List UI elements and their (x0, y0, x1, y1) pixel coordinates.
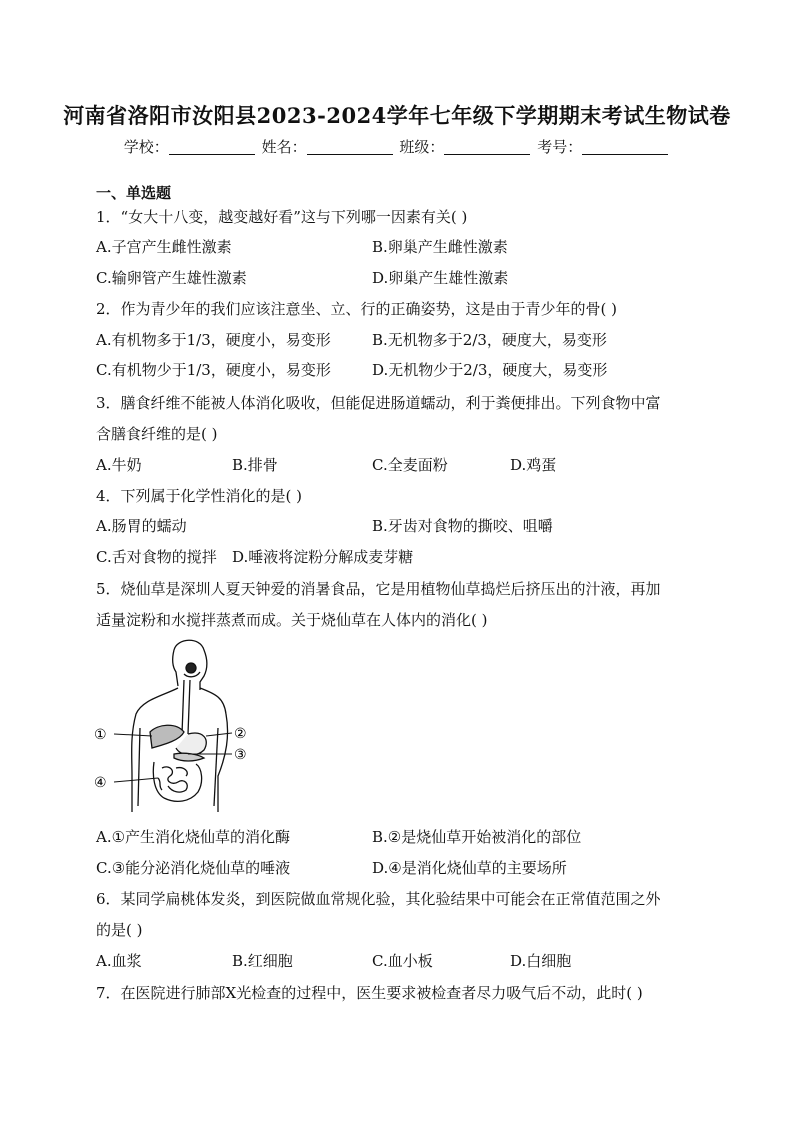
question-6-stem-cont: 的是( ) (96, 921, 143, 939)
page-title: 河南省洛阳市汝阳县2023-2024学年七年级下学期期末考试生物试卷 (63, 103, 731, 128)
question-6-option-d[interactable]: D.白细胞 (510, 952, 572, 970)
question-5-option-d[interactable]: D.④是消化烧仙草的主要场所 (372, 859, 567, 877)
question-2-stem: 2．作为青少年的我们应该注意坐、立、行的正确姿势，这是由于青少年的骨( ) (96, 300, 618, 318)
question-2-option-a[interactable]: A.有机物多于1/3，硬度小，易变形 (96, 331, 331, 349)
question-6-option-a[interactable]: A.血浆 (96, 952, 142, 970)
question-5-stem-cont: 适量淀粉和水搅拌蒸煮而成。关于烧仙草在人体内的消化( ) (96, 611, 488, 629)
question-1-option-b[interactable]: B.卵巢产生雌性激素 (372, 238, 508, 256)
question-6-option-c[interactable]: C.血小板 (372, 952, 433, 970)
figure-label-3: ③ (234, 747, 247, 763)
name-label: 姓名： (261, 138, 307, 156)
question-3-stem: 3．膳食纤维不能被人体消化吸收，但能促进肠道蠕动，利于粪便排出。下列食物中富 (96, 394, 661, 412)
section-heading: 一、单选题 (96, 184, 172, 202)
question-6-stem: 6．某同学扁桃体发炎，到医院做血常规化验，其化验结果中可能会在正常值范围之外 (96, 890, 661, 908)
exam-number-blank[interactable] (582, 140, 668, 155)
question-5-option-a[interactable]: A.①产生消化烧仙草的消化酶 (96, 828, 291, 846)
question-4-option-c[interactable]: C.舌对食物的搅拌 (96, 548, 217, 566)
student-info-line (0, 136, 794, 157)
question-3-stem-cont: 含膳食纤维的是( ) (96, 425, 218, 443)
question-2-option-d[interactable]: D.无机物少于2/3，硬度大，易变形 (372, 361, 608, 379)
figure-label-1: ① (94, 727, 107, 743)
question-3-option-b[interactable]: B.排骨 (232, 456, 278, 474)
name-blank[interactable] (307, 140, 393, 155)
digestive-system-figure (92, 636, 262, 816)
question-1-option-a[interactable]: A.子宫产生雌性激素 (96, 238, 232, 256)
figure-label-4: ④ (94, 775, 107, 791)
question-5-stem: 5．烧仙草是深圳人夏天钟爱的消暑食品，它是用植物仙草捣烂后挤压出的汁液，再加 (96, 580, 661, 598)
question-3-option-c[interactable]: C.全麦面粉 (372, 456, 448, 474)
figure-label-2: ② (234, 726, 247, 742)
question-3-option-d[interactable]: D.鸡蛋 (510, 456, 557, 474)
school-blank[interactable] (169, 140, 255, 155)
class-blank[interactable] (444, 140, 530, 155)
class-label: 班级： (399, 138, 445, 156)
question-2-option-c[interactable]: C.有机物少于1/3，硬度小，易变形 (96, 361, 331, 379)
question-6-option-b[interactable]: B.红细胞 (232, 952, 293, 970)
question-1-option-c[interactable]: C.输卵管产生雄性激素 (96, 269, 247, 287)
question-4-option-a[interactable]: A.肠胃的蠕动 (96, 517, 187, 535)
question-5-option-b[interactable]: B.②是烧仙草开始被消化的部位 (372, 828, 582, 846)
question-4-stem: 4．下列属于化学性消化的是( ) (96, 487, 303, 505)
question-4-option-d[interactable]: D.唾液将淀粉分解成麦芽糖 (232, 548, 414, 566)
question-3-option-a[interactable]: A.牛奶 (96, 456, 142, 474)
question-2-option-b[interactable]: B.无机物多于2/3，硬度大，易变形 (372, 331, 607, 349)
question-4-option-b[interactable]: B.牙齿对食物的撕咬、咀嚼 (372, 517, 553, 535)
question-1-option-d[interactable]: D.卵巢产生雄性激素 (372, 269, 509, 287)
exam-number-label: 考号： (537, 138, 583, 156)
question-5-option-c[interactable]: C.③能分泌消化烧仙草的唾液 (96, 859, 291, 877)
question-1-stem: 1．“女大十八变，越变越好看”这与下列哪一因素有关( ) (96, 208, 468, 226)
question-7-stem: 7．在医院进行肺部X光检查的过程中，医生要求被检查者尽力吸气后不动，此时( ) (96, 984, 643, 1002)
school-label: 学校： (123, 138, 169, 156)
